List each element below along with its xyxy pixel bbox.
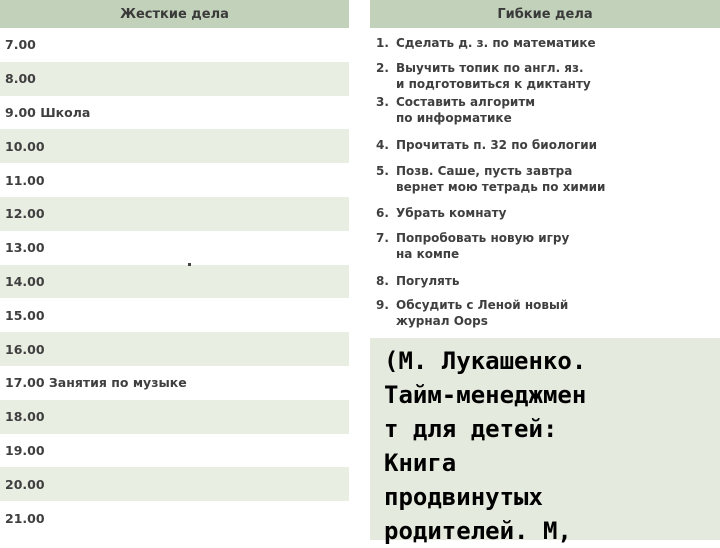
- task-text: Погулять: [396, 274, 460, 288]
- task-text: Позв. Саше, пусть завтра вернет мою тетрадь по химии: [396, 164, 606, 194]
- task-number: 4.: [376, 138, 389, 152]
- hour-row-14: 14.00: [0, 265, 349, 299]
- hard-tasks-table: [0, 0, 349, 540]
- citation-box: [370, 338, 720, 545]
- hour-row-18: 18.00: [0, 400, 349, 434]
- task-item-5: [376, 163, 716, 195]
- hour-row-9: 9.00 Школа: [0, 96, 349, 130]
- task-item-1: [376, 35, 716, 51]
- task-item-4: [376, 137, 716, 153]
- task-list: [370, 28, 720, 338]
- hour-row-8: 8.00: [0, 62, 349, 96]
- hour-row-11: 11.00: [0, 163, 349, 197]
- hour-row-13: 13.00: [0, 231, 349, 265]
- flexible-tasks-table: [370, 0, 720, 545]
- task-text: Убрать комнату: [396, 206, 507, 220]
- task-number: 6.: [376, 206, 389, 220]
- hour-row-7: 7.00: [0, 28, 349, 62]
- hour-row-10: 10.00: [0, 129, 349, 163]
- task-number: 9.: [376, 298, 389, 312]
- hour-row-17: 17.00 Занятия по музыке: [0, 366, 349, 400]
- task-number: 2.: [376, 61, 389, 75]
- task-item-8: [376, 273, 716, 289]
- task-item-2: [376, 60, 716, 92]
- task-number: 7.: [376, 231, 389, 245]
- task-number: 3.: [376, 95, 389, 109]
- hour-row-12: 12.00: [0, 197, 349, 231]
- task-number: 5.: [376, 164, 389, 178]
- task-text: Составить алгоритм по информатике: [396, 95, 536, 125]
- task-text: Выучить топик по англ. яз. и подготовиться к диктанту: [396, 61, 591, 91]
- hour-row-19: 19.00: [0, 434, 349, 468]
- task-text: Попробовать новую игру на компе: [396, 231, 570, 261]
- hour-row-16: 16.00: [0, 332, 349, 366]
- flexible-tasks-header: Гибкие дела: [370, 0, 720, 28]
- task-text: Сделать д. з. по математике: [396, 36, 596, 50]
- task-item-9: [376, 297, 716, 329]
- hour-row-15: 15.00: [0, 298, 349, 332]
- stray-dot: [188, 263, 191, 266]
- hour-row-20: 20.00: [0, 467, 349, 501]
- task-text: Обсудить с Леной новый журнал Oops: [396, 298, 569, 328]
- citation-text: (М. Лукашенко. Тайм-менеджмен т для детей: Книга продвинутых родителей. М,: [384, 347, 587, 545]
- task-number: 8.: [376, 274, 389, 288]
- task-item-3: [376, 94, 716, 126]
- hour-row-21: 21.00: [0, 501, 349, 535]
- task-item-7: [376, 230, 716, 262]
- hour-rows: [0, 28, 349, 535]
- task-item-6: [376, 205, 716, 221]
- task-text: Прочитать п. 32 по биологии: [396, 138, 598, 152]
- task-number: 1.: [376, 36, 389, 50]
- hard-tasks-header: Жесткие дела: [0, 0, 349, 28]
